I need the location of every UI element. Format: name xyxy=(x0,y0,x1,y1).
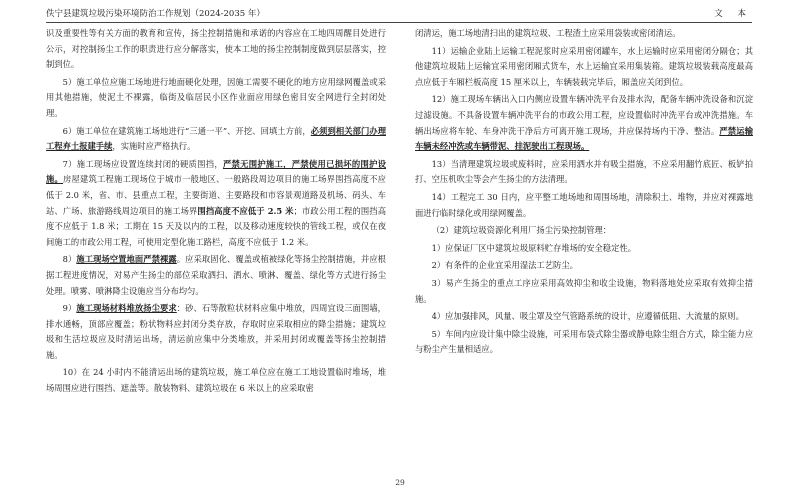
p12-text: 12）施工现场车辆出入口内侧应设置车辆冲洗平台及排水沟，配备车辆冲洗设备和沉淀过滤设施。不具备设置车辆冲洗平台的市政公用工程，应设置临时冲洗平台或冲洗措施。车辆出场应将车轮、车身冲洗干净后方可离开施工现场，并应保持场内干净、整洁。 xyxy=(415,94,753,136)
paragraph-5: 5）施工单位应施工场地进行地面硬化处理，因施工需要不硬化的地方应用绿网覆盖或采用其他措施，使泥土不裸露，临街及临居民小区作业面应用绿色密目安全网进行全封闭处理。 xyxy=(46,76,386,118)
paragraph-continued: 识及重要性等有关方面的教育和宣传，扬尘控制措施和承诺的内容应在工地四周醒目处进行公示，对控制扬尘工作的职责进行应分解落实，使本工地的扬尘控制制度做到层层落实，控制到位。 xyxy=(46,28,386,70)
right-column xyxy=(415,26,753,360)
p8-emphasis: 施工现场空置地面严禁裸露 xyxy=(76,254,177,265)
p8-text: 。应采取固化、覆盖或植被绿化等扬尘控制措施，并应根据工程进度情况，对易产生扬尘的部位采取洒扫、洒水、喷淋、覆盖、绿化等方式进行扬尘处理。喷雾、喷淋降尘设施应当分布均匀。 xyxy=(46,254,386,296)
p7-emphasis-2: 围挡高度不应低于 2.5 米 xyxy=(197,205,294,216)
p6-text-a: 6）施工单位在建筑施工场地进行“三通一平”、开挖、回填土方前， xyxy=(62,125,311,136)
paragraph-6 xyxy=(46,124,386,155)
item-2: 2）有条件的企业宜采用湿法工艺防尘。 xyxy=(431,260,578,271)
paragraph-14: 14）工程完工 30 日内，应平整工地场地和周围场地，清除积土、堆物，并应对裸露地面进行临时绿化或用绿网覆盖。 xyxy=(415,191,753,218)
p7-text-e: ；市政公用工程的围挡高度不应低于 1.8 米；工期在 15 天及以内的工程，以及移动速度较快的管线工程，或仅在夜间施工的市政公用工程，可使用定型化施工路栏，高度不应低于 1.2 米。 xyxy=(46,205,386,247)
paragraph-11: 11）运输企业陆上运输工程泥浆时应采用密闭罐车，水上运输时应采用密闭分隔仓；其他建筑垃圾陆上运输宜采用密闭厢式货车，水上运输宜采用集装箱。建筑垃圾装载高度最高点应低于车厢栏板高度 15 厘米以上，车辆装载完毕后，厢盖应关闭到位。 xyxy=(415,45,753,87)
item-1: 1）应保证厂区中建筑垃圾原料贮存堆场的安全稳定性。 xyxy=(431,242,636,253)
p9-text: ：砂、石等散粒状材料应集中堆放，四周宜设三面围墙，排水通畅，顶部应覆盖；粉状物料应封闭分类存放，存取时应采取相应的降尘措施；建筑垃圾和生活垃圾应及时清运出场，清运前应集中分类堆放，并采用封闭或覆盖等扬尘控制措施。 xyxy=(46,303,386,360)
item-5: 5）车间内应设计集中除尘设施，可采用布袋式除尘器或静电除尘组合方式，除尘能力应与粉尘产生量相适应。 xyxy=(415,328,753,355)
paragraph-7 xyxy=(46,157,386,251)
paragraph-10: 10）在 24 小时内不能清运出场的建筑垃圾，施工单位应在施工工地设置临时堆场，堆场周围应进行围挡、遮盖等。散装物料、建筑垃圾在 6 米以上的应采取密 xyxy=(46,367,386,394)
p12-emphasis: 严禁运输车辆未经冲洗或车辆带泥、挂泥驶出工程现场。 xyxy=(415,125,753,152)
p7-emphasis-1: 严禁无围护施工，严禁使用已损坏的围护设施。 xyxy=(46,158,386,185)
item-4: 4）应加强排风，风量、吸尘罩及空气管路系统的设计，应遵循低阻、大流量的原则。 xyxy=(431,311,744,322)
p8-num: 8） xyxy=(62,254,77,265)
paragraph-13: 13）当清理建筑垃圾或废料时，应采用洒水并有吸尘措施，不应采用翻竹底匠、板铲拍打、空压机吹尘等会产生扬尘的方法清理。 xyxy=(415,158,753,185)
p9-num: 9） xyxy=(62,303,77,314)
paragraph-8 xyxy=(46,252,386,299)
paragraph-9 xyxy=(46,301,386,363)
document-title: 佚宁县建筑垃圾污染环境防治工作规划（2024-2035 年） xyxy=(46,9,265,19)
paragraph-continued-right: 闭清运，施工场地清扫出的建筑垃圾、工程渣土应采用袋装或密闭清运。 xyxy=(415,28,681,38)
p7-text-c: 房屋建筑工程施工现场位于城市一般地区、一般路段周边项目的施工场界围挡高度不应低于 2.0 米，省、市、县重点工程，主要街道、主要路段和市容景观道路及机场、码头、车站、广场、旅游路线周边项目的施工场界 xyxy=(46,174,386,216)
p9-emphasis: 施工现场材料堆放扬尘要求 xyxy=(76,303,177,314)
left-column xyxy=(46,26,386,399)
page-number: 29 xyxy=(395,478,405,487)
p6-text-c: ，实施时应严格执行。 xyxy=(112,141,196,152)
section-label: 文 本 xyxy=(714,9,752,19)
page-header xyxy=(46,8,752,23)
paragraph-12 xyxy=(415,92,753,154)
p7-text-a: 7）施工现场应设置连续封闭的硬质围挡， xyxy=(62,158,223,169)
p6-emphasis: 必须到相关部门办理工程弃土报建手续 xyxy=(46,125,386,152)
section-heading: （2）建筑垃圾资源化利用厂扬尘污染控制管理： xyxy=(431,225,612,236)
item-3: 3）易产生扬尘的重点工序应采用高效抑尘和收尘设施，物料落地处应采取有效抑尘措施。 xyxy=(415,277,753,304)
